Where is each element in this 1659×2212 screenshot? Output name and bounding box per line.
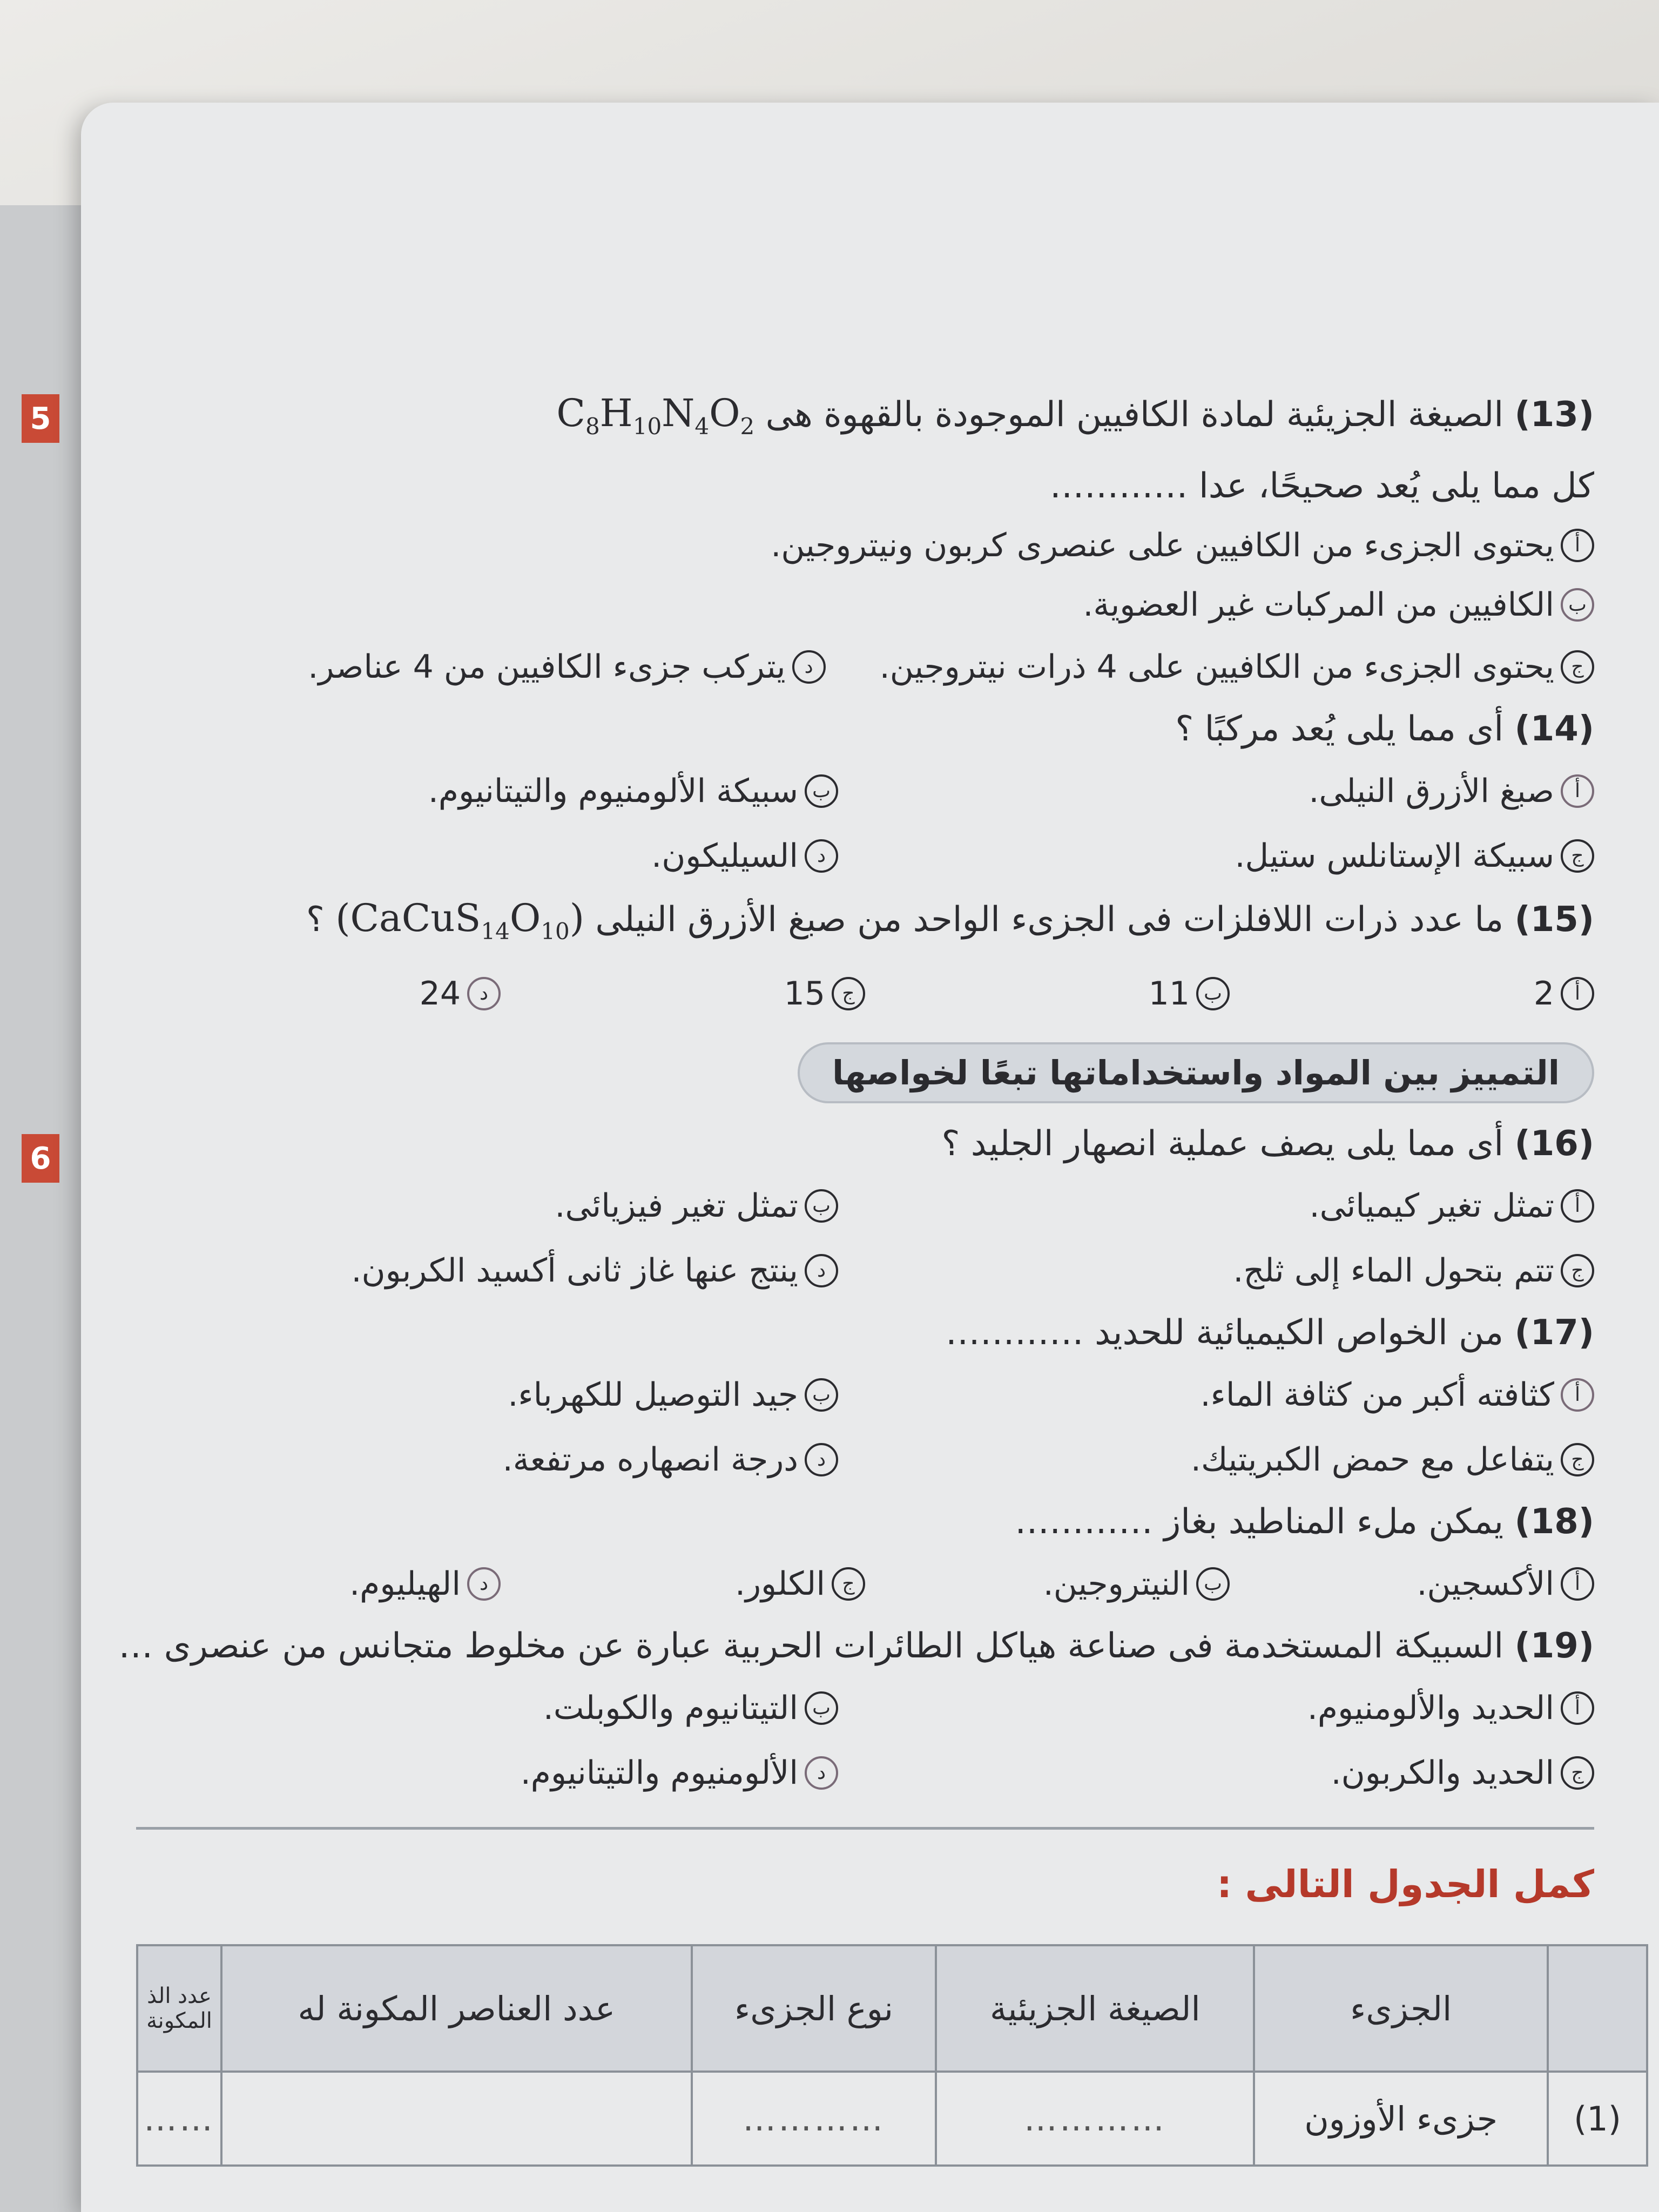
option-badge: د [805,1443,838,1476]
header-atoms: عدد الذ المكونة [137,1945,221,2072]
molecule-table [136,1944,1648,2167]
section-divider [136,1827,1594,1830]
option-badge: د [805,1756,838,1790]
option-text: صبغ الأزرق النيلى. [1309,772,1554,810]
question-number: (18) [1514,1502,1594,1542]
cell-atoms-blank[interactable]: …… [137,2072,221,2166]
q17-options [136,1363,1594,1492]
option-badge: ب [805,1691,838,1725]
question-text: ما عدد ذرات اللافلزات فى الجزىء الواحد من صبغ الأزرق النيلى [595,900,1504,940]
question-17 [136,1303,1594,1363]
option-badge: ب [1196,1567,1230,1601]
option-text: تمثل تغير كيميائى. [1309,1187,1554,1225]
option-text: تمثل تغير فيزيائى. [555,1187,798,1225]
option-badge: ب [805,1378,838,1412]
question-mark: ؟ [306,900,325,940]
q19-option-b[interactable] [136,1676,838,1741]
previous-page-edge [0,205,81,2212]
cell-elements-blank[interactable] [221,2072,692,2166]
option-badge: ج [832,977,865,1010]
option-text: سبيكة الإستانلس ستيل. [1235,837,1554,875]
q18-option-a[interactable] [1230,1552,1594,1616]
q17-option-d[interactable] [136,1427,838,1492]
caffeine-formula: $C_8H_{10}N_4O_2$ [556,391,755,440]
option-text: 24 [419,975,461,1013]
question-13 [136,383,1594,456]
option-text: الأكسجين. [1417,1565,1554,1603]
q15-option-a[interactable] [1230,961,1594,1026]
page-tab-6: 6 [22,1134,59,1183]
question-text: من الخواص الكيميائية للحديد ………… [945,1313,1504,1353]
q15-options [136,961,1594,1026]
option-badge: أ [1561,1378,1594,1412]
option-text: التيتانيوم والكوبلت. [543,1689,798,1727]
option-badge: ب [805,774,838,808]
q14-option-d[interactable] [136,824,838,888]
cell-formula-blank[interactable]: ………… [936,2072,1254,2166]
question-number: (19) [1514,1626,1594,1666]
option-text: 15 [784,975,825,1013]
option-badge: ج [1561,1443,1594,1476]
q15-option-c[interactable] [501,961,865,1026]
option-text: الألومنيوم والتيتانيوم. [520,1754,798,1792]
q14-option-c[interactable] [892,824,1594,888]
option-text: كثافته أكبر من كثافة الماء. [1200,1376,1554,1414]
q16-option-c[interactable] [892,1238,1594,1303]
q19-option-a[interactable] [892,1676,1594,1741]
q17-option-c[interactable] [892,1427,1594,1492]
table-header-row [137,1945,1647,2072]
option-badge: د [467,977,501,1010]
question-text: الصيغة الجزيئية لمادة الكافيين الموجودة بالقهوة هى [765,395,1504,435]
option-text: يتفاعل مع حمض الكبريتيك. [1190,1441,1554,1479]
q13-options-cd [136,635,1594,699]
section-header-row [136,1026,1594,1114]
q17-option-b[interactable] [136,1363,838,1427]
option-text: الهيليوم. [349,1565,461,1603]
option-badge: د [467,1567,501,1601]
question-14 [136,699,1594,759]
header-elements: عدد العناصر المكونة له [221,1945,692,2072]
option-badge: أ [1561,1691,1594,1725]
option-badge: أ [1561,529,1594,562]
indigo-formula: $(CaCuS_{14}O_{10})$ [335,896,584,945]
q18-option-b[interactable] [865,1552,1230,1616]
q13-option-d[interactable] [136,635,826,699]
question-text: السبيكة المستخدمة فى صناعة هياكل الطائرات الحربية عبارة عن مخلوط متجانس من عنصرى … [118,1626,1504,1666]
option-badge: ج [1561,1756,1594,1790]
workbook-page [81,103,1659,2212]
q14-option-b[interactable] [136,759,838,824]
option-text: ينتج عنها غاز ثانى أكسيد الكربون. [351,1252,798,1290]
q18-option-d[interactable] [136,1552,501,1616]
option-text: الكلور. [735,1565,825,1603]
question-16 [136,1114,1594,1174]
option-text: تتم بتحول الماء إلى ثلج. [1233,1252,1554,1290]
q15-option-d[interactable] [136,961,501,1026]
page-tab-5: 5 [22,394,59,443]
q17-option-a[interactable] [892,1363,1594,1427]
option-text: سبيكة الألومنيوم والتيتانيوم. [428,772,798,810]
q16-options [136,1174,1594,1303]
option-badge: ب [1561,588,1594,622]
q16-option-b[interactable] [136,1174,838,1238]
table-row [137,2072,1647,2166]
option-text: يتركب جزىء الكافيين من 4 عناصر. [308,648,786,686]
option-text: السيليكون. [651,837,798,875]
option-text: يحتوى الجزىء من الكافيين على 4 ذرات نيتروجين. [879,648,1554,686]
option-badge: ب [805,1189,838,1223]
option-text: جيد التوصيل للكهرباء. [508,1376,798,1414]
q16-option-a[interactable] [892,1174,1594,1238]
q13-option-c[interactable] [880,635,1594,699]
q13-option-a[interactable] [136,516,1594,575]
q18-options [136,1552,1594,1616]
option-text: درجة انصهاره مرتفعة. [502,1441,798,1479]
option-text: الحديد والكربون. [1331,1754,1554,1792]
table-title: كمل الجدول التالى : [1217,1862,1594,1906]
question-text: أى مما يلى يُعد مركبًا ؟ [1175,709,1504,749]
q16-option-d[interactable] [136,1238,838,1303]
q19-option-c[interactable] [892,1741,1594,1805]
option-badge: أ [1561,977,1594,1010]
q15-option-b[interactable] [865,961,1230,1026]
question-15 [136,888,1594,961]
question-13-subline: كل مما يلى يُعد صحيحًا، عدا ………… [1049,466,1594,506]
question-18 [136,1492,1594,1552]
option-text: 2 [1533,975,1554,1013]
option-badge: أ [1561,1567,1594,1601]
q19-options [136,1676,1594,1805]
q13-option-b[interactable] [136,575,1594,635]
q14-option-a[interactable] [892,759,1594,824]
question-number: (16) [1514,1124,1594,1164]
option-badge: ج [1561,650,1594,684]
cell-molecule: جزىء الأوزون [1254,2072,1548,2166]
question-number: (13) [1514,395,1594,435]
question-number: (17) [1514,1313,1594,1353]
option-badge: د [805,1254,838,1287]
option-badge: ب [1196,977,1230,1010]
option-text: 11 [1148,975,1190,1013]
option-badge: أ [1561,1189,1594,1223]
page-content [118,383,1621,2167]
q14-options [136,759,1594,888]
question-number: (15) [1514,900,1594,940]
option-badge: أ [1561,774,1594,808]
header-molecule: الجزىء [1254,1945,1548,2072]
row-number: (1) [1548,2072,1647,2166]
option-badge: ج [832,1567,865,1601]
question-text: أى مما يلى يصف عملية انصهار الجليد ؟ [941,1124,1504,1164]
option-badge: ج [1561,839,1594,873]
option-text: الحديد والألومنيوم. [1307,1689,1554,1727]
option-text: النيتروجين. [1043,1565,1190,1603]
header-formula: الصيغة الجزيئية [936,1945,1254,2072]
q19-option-d[interactable] [136,1741,838,1805]
cell-type-blank[interactable]: ………… [692,2072,936,2166]
header-number [1548,1945,1647,2072]
option-badge: د [805,839,838,873]
question-19 [118,1616,1594,1676]
question-text: يمكن ملء المناطيد بغاز ………… [1014,1502,1504,1542]
option-text: الكافيين من المركبات غير العضوية. [1083,586,1554,624]
option-badge: ج [1561,1254,1594,1287]
q18-option-c[interactable] [501,1552,865,1616]
option-badge: د [792,650,826,684]
question-number: (14) [1514,709,1594,749]
header-type: نوع الجزىء [692,1945,936,2072]
option-text: يحتوى الجزىء من الكافيين على عنصرى كربون ونيتروجين. [771,527,1554,564]
section-title: التمييز بين المواد واستخداماتها تبعًا لخواصها [798,1042,1594,1103]
